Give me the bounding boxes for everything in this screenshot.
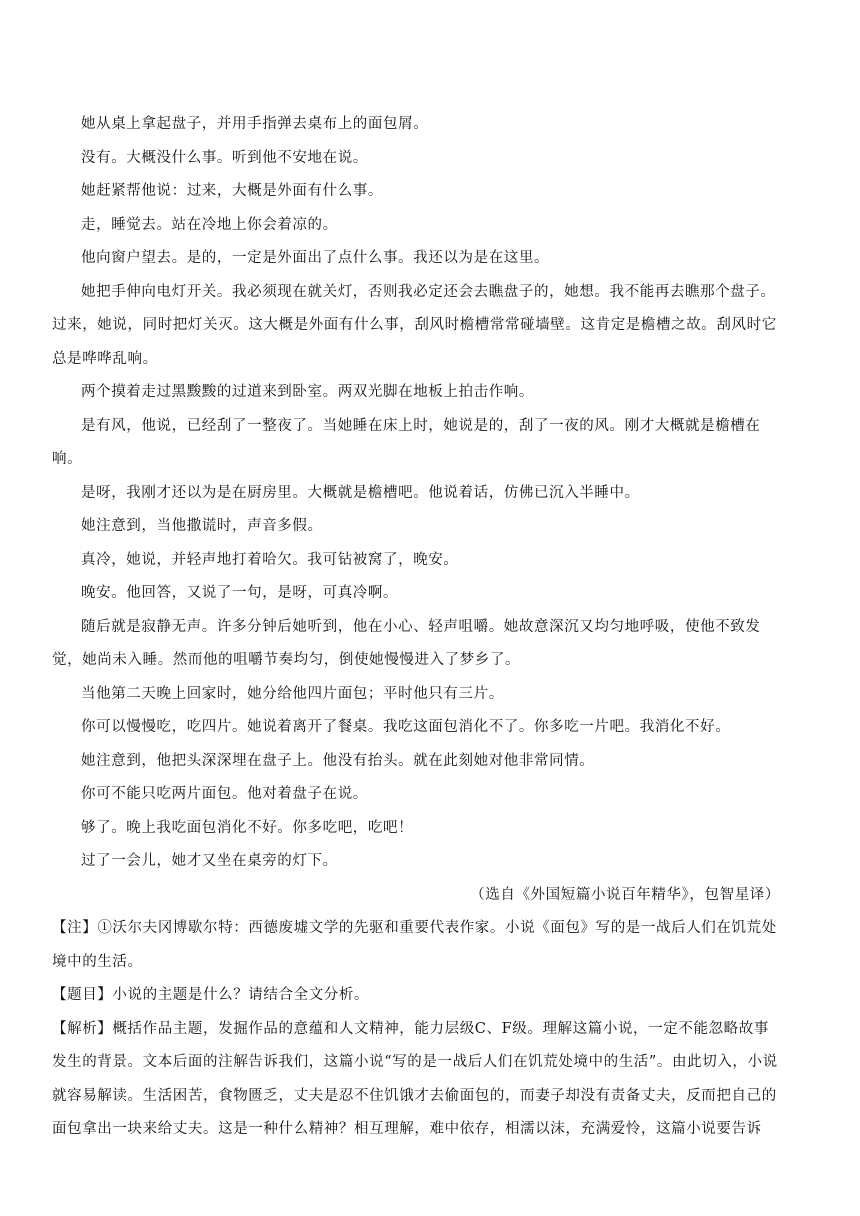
paragraph: 她从桌上拿起盘子，并用手指弹去桌布上的面包屑。 <box>81 116 429 132</box>
analysis <box>52 1013 780 1147</box>
footnote-tag: 【注】 <box>52 920 98 936</box>
paragraph: 是有风，他说，已经刮了一整夜了。当她睡在床上时，她说是的，刮了一夜的风。刚才大概就是檐槽在响。 <box>52 417 761 467</box>
footnote-text: ①沃尔夫冈博歇尔特：西德废墟文学的先驱和重要代表作家。小说《面包》写的是一战后人们在饥荒处境中的生活。 <box>52 920 777 970</box>
analysis-text: 概括作品主题，发掘作品的意蕴和人文精神，能力层级C、F级。理解这篇小说，一定不能忽略故事发生的背景。文本后面的注解告诉我们，这篇小说“写的是一战后人们在饥荒处境中的生活”。由此切入，小说就容易解读。生活困苦，食物匮乏，丈夫是忍不住饥饿才去偷面包的，而妻子却没有责备丈夫，反而把自己的面包拿出一块来给丈夫。这是一种什么精神？相互理解，难中依存，相濡以沫，充满爱怜，这篇小说要告诉 <box>52 1020 778 1137</box>
paragraph: 晚安。他回答，又说了一句，是呀，可真冷啊。 <box>81 585 399 601</box>
question-tag: 【题目】 <box>52 987 113 1003</box>
question <box>52 979 780 1013</box>
paragraph: 他向窗户望去。是的，一定是外面出了点什么事。我还以为是在这里。 <box>81 250 550 266</box>
document-body <box>52 108 780 1147</box>
paragraph: 够了。晚上我吃面包消化不好。你多吃吧，吃吧！ <box>81 819 414 836</box>
analysis-tag: 【解析】 <box>52 1020 113 1037</box>
paragraph: 她注意到，当他撒谎时，声音多假。 <box>81 518 323 534</box>
paragraph: 你可以慢慢吃，吃四片。她说着离开了餐桌。我吃这面包消化不了。你多吃一片吧。我消化不好。 <box>81 719 731 735</box>
paragraph: 过了一会儿，她才又坐在桌旁的灯下。 <box>81 853 338 869</box>
paragraph: 随后就是寂静无声。许多分钟后她听到，他在小心、轻声咀嚼。她故意深沉又均匀地呼吸，使他不致发觉，她尚未入睡。然而他的咀嚼节奏均匀，倒使她慢慢进入了梦乡了。 <box>52 618 761 668</box>
paragraph: 没有。大概没什么事。听到他不安地在说。 <box>81 149 368 166</box>
paragraph: 她注意到，他把头深深埋在盘子上。他没有抬头。就在此刻她对他非常同情。 <box>81 752 595 769</box>
question-text: 小说的主题是什么？请结合全文分析。 <box>112 987 370 1003</box>
paragraph: 走，睡觉去。站在冷地上你会着凉的。 <box>81 216 338 233</box>
paragraph: 是呀，我刚才还以为是在厨房里。大概就是檐槽吧。他说着话，仿佛已沉入半睡中。 <box>81 484 640 501</box>
paragraph: 她赶紧帮他说：过来，大概是外面有什么事。 <box>81 183 383 199</box>
source-citation: （选自《外国短篇小说百年精华》，包智星译） <box>470 886 780 903</box>
paragraph: 她把手伸向电灯开关。我必须现在就关灯，否则我必定还会去瞧盘子的，她想。我不能再去瞧那个盘子。过来，她说，同时把灯关灭。这大概是外面有什么事，刮风时檐槽常常碰墙壁。这肯定是檐槽之故。刮风时它总是哗哗乱响。 <box>52 283 777 367</box>
paragraph: 当他第二天晚上回家时，她分给他四片面包；平时他只有三片。 <box>81 685 504 702</box>
paragraph: 你可不能只吃两片面包。他对着盘子在说。 <box>81 786 368 802</box>
footnote <box>52 912 780 979</box>
paragraph: 两个摸着走过黑黢黢的过道来到卧室。两双光脚在地板上拍击作响。 <box>81 384 534 400</box>
paragraph: 真冷，她说，并轻声地打着哈欠。我可钻被窝了，晚安。 <box>81 551 459 568</box>
